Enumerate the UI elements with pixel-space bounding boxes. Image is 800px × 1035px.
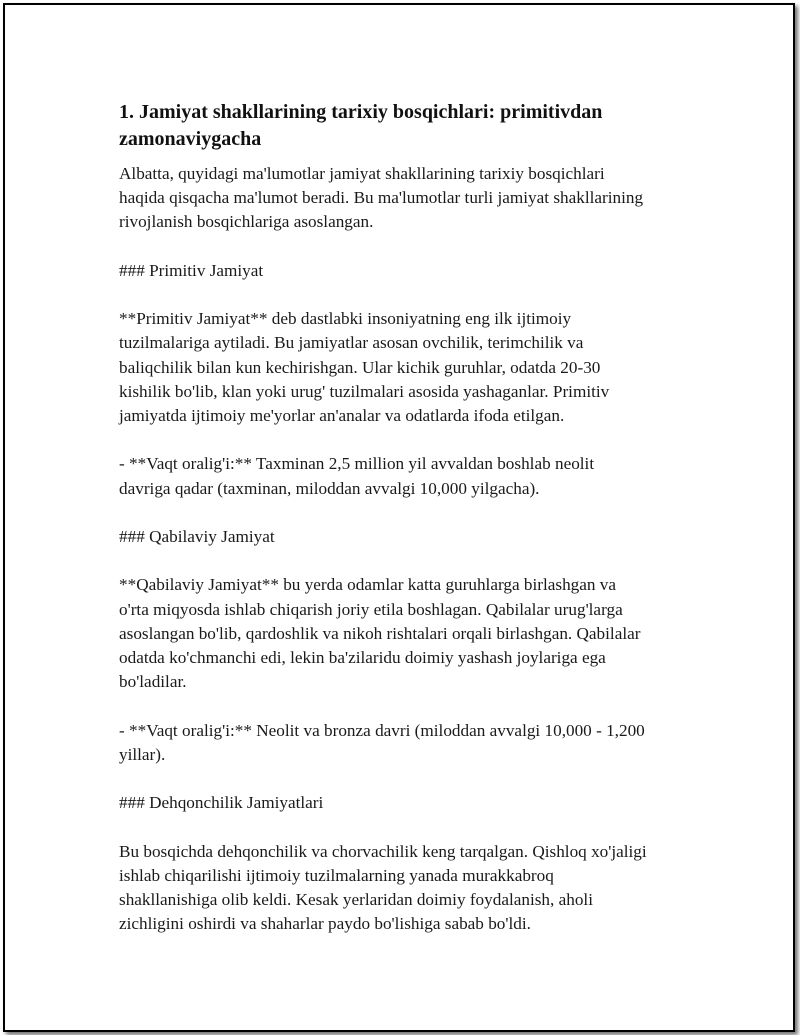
document-page — [3, 3, 795, 1032]
section-heading-dehqonchilik: ### Dehqonchilik Jamiyatlari — [119, 793, 324, 813]
document-content — [119, 99, 697, 961]
qabilaviy-time-range-item: - **Vaqt oralig'i:** Neolit va bronza davri (miloddan avvalgi 10,000 - 1,200 yillar). — [119, 720, 645, 764]
intro-paragraph: Albatta, quyidagi ma'lumotlar jamiyat shakllarining tarixiy bosqichlari haqida qisqacha ma'lumot beradi. Bu ma'lumotlar turli jamiyat shakllarining rivojlanish bosqichlariga asoslangan. — [119, 164, 644, 232]
section-heading-qabilaviy: ### Qabilaviy Jamiyat — [119, 526, 275, 546]
document-title: 1. Jamiyat shakllarining tarixiy bosqichlari: primitivdan zamonaviygacha — [119, 101, 603, 150]
qabilaviy-description-paragraph: **Qabilaviy Jamiyat** bu yerda odamlar katta guruhlarga birlashgan va o'rta miqyosda ishlab chiqarish joriy etila boshlagan. Qabilalar urug'larga asoslangan bo'lib, qardoshlik va nikoh rishtalari orqali birlashgan. Qabilalar odatda ko'chmanchi edi, lekin ba'zilaridu doimiy yashash joylariga ega bo'ladilar. — [119, 575, 641, 692]
primitiv-description-paragraph: **Primitiv Jamiyat** deb dastlabki insoniyatning eng ilk ijtimoiy tuzilmalariga aytiladi. Bu jamiyatlar asosan ovchilik, terimchilik va baliqchilik bilan kun kechirishgan. Ular kichik guruhlar, odatda 20-30 kishilik bo'lib, klan yoki urug' tuzilmalari asosida yashaganlar. Primitiv jamiyatda ijtimoiy me'yorlar an'analar va odatlarda ifoda etilgan. — [119, 309, 610, 425]
primitiv-time-range-item: - **Vaqt oralig'i:** Taxminan 2,5 million yil avvaldan boshlab neolit davriga qadar (taxminan, miloddan avvalgi 10,000 yilgacha). — [119, 454, 595, 498]
dehqonchilik-description-paragraph: Bu bosqichda dehqonchilik va chorvachilik keng tarqalgan. Qishloq xo'jaligi ishlab chiqarilishi ijtimoiy tuzilmalarning yanada murakkabroq shakllanishiga olib keldi. Kesak yerlaridan doimiy foydalanish, aholi zichligini oshirdi va shaharlar paydo bo'lishiga sabab bo'ldi. — [119, 841, 647, 934]
section-heading-primitiv: ### Primitiv Jamiyat — [119, 260, 264, 280]
